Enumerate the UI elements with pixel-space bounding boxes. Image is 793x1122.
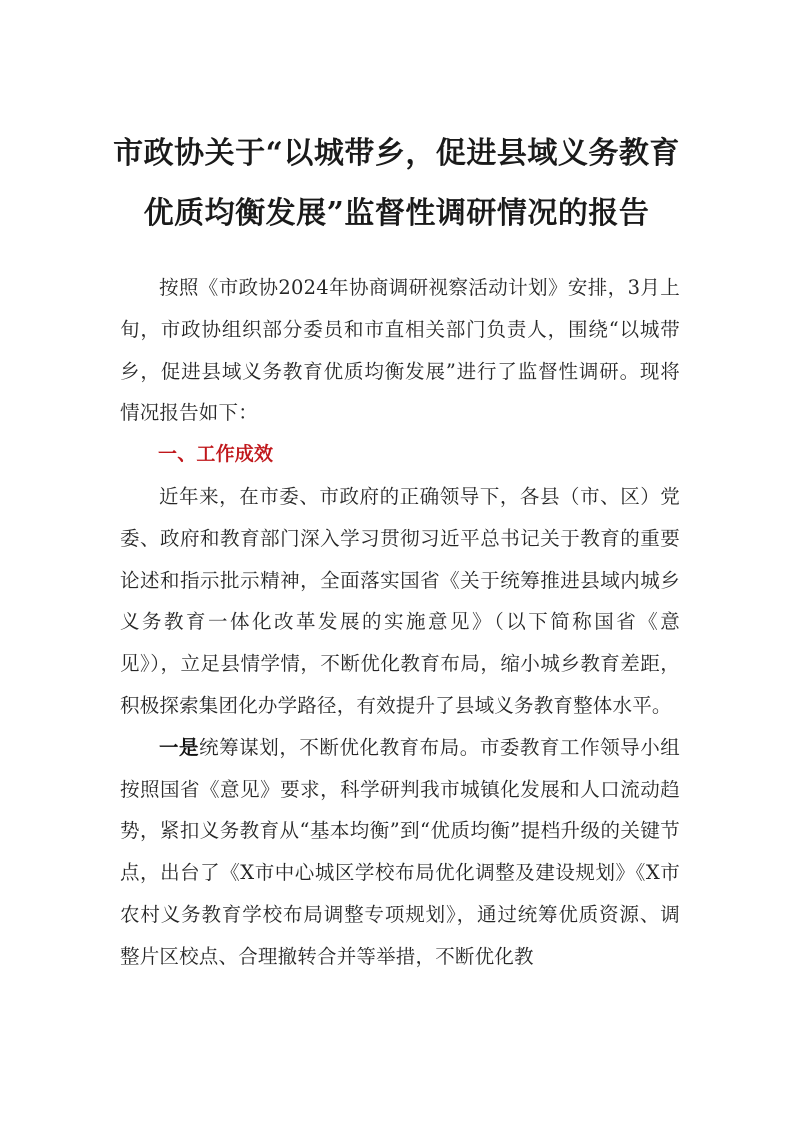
achievements-paragraph: 近年来，在市委、市政府的正确领导下，各县（市、区）党委、政府和教育部门深入学习贯彻习近平总书记关于教育的重要论述和指示批示精神，全面落实国省《关于统筹推进县域内城乡义务教育一体化改革发展的实施意见》（以下简称国省《意见》），立足县情学情，不断优化教育布局，缩小城乡教育差距，积极探索集团化办学路径，有效提升了县域义务教育整体水平。 xyxy=(120,484,680,717)
intro-paragraph: 按照《市政协2024年协商调研视察活动计划》安排，3月上旬，市政协组织部分委员和市直相关部门负责人，围绕“以城带乡，促进县域义务教育优质均衡发展”进行了监督性调研。现将情况报告如下： xyxy=(120,276,680,425)
planning-text: 统筹谋划，不断优化教育布局。市委教育工作领导小组按照国省《意见》要求，科学研判我市城镇化发展和人口流动趋势，紧扣义务教育从“基本均衡”到“优质均衡”提档升级的关键节点，出台了《X市中心城区学校布局优化调整及建设规划》《X市农村义务教育学校布局调整专项规划》，通过统筹优质资源、调整片区校点、合理撤转合并等举措，不断优化教 xyxy=(120,735,680,968)
planning-paragraph xyxy=(120,727,680,978)
document-title-line-2: 优质均衡发展”监督性调研情况的报告 xyxy=(143,196,650,231)
document-body xyxy=(120,267,680,978)
document-title-line-1: 市政协关于“以城带乡，促进县域义务教育 xyxy=(113,136,680,171)
section-heading-achievements: 一、工作成效 xyxy=(158,443,274,466)
planning-lead: 一是 xyxy=(159,735,200,759)
